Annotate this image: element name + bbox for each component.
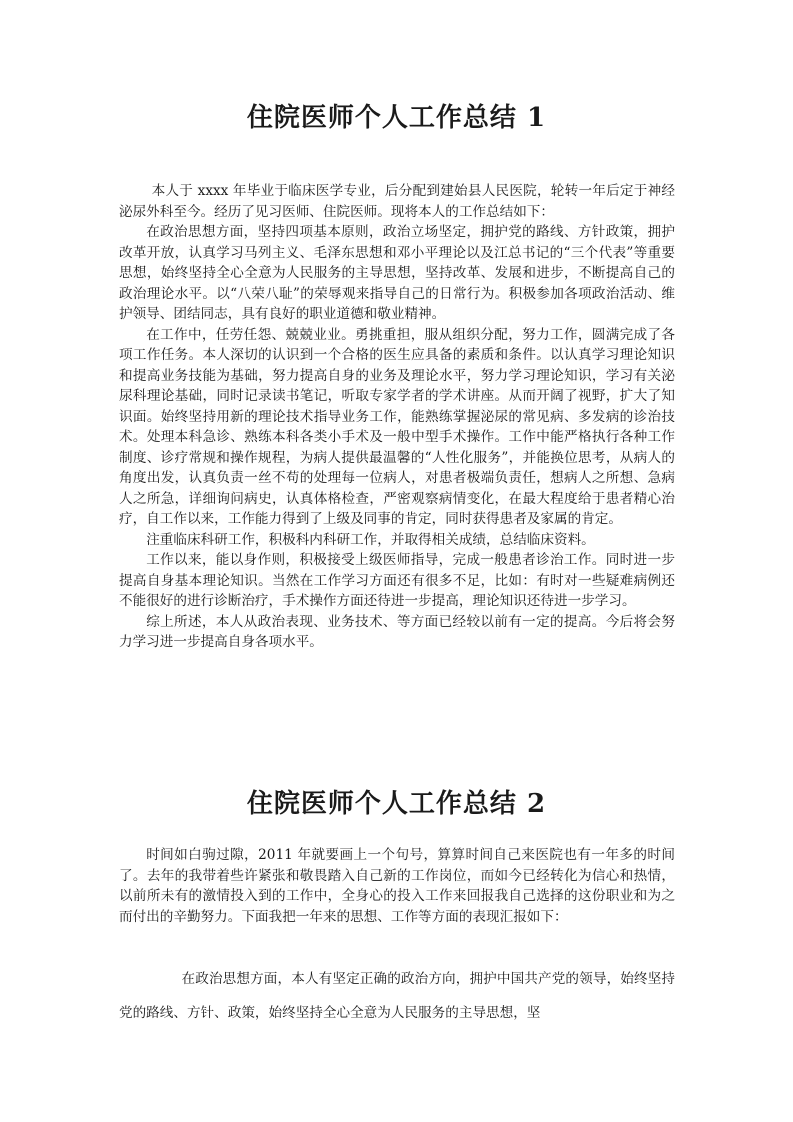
paragraph: 在政治思想方面，坚持四项基本原则，政治立场坚定，拥护党的路线、方针政策，拥护改革开放，认真学习马列主义、毛泽东思想和邓小平理论以及江总书记的“三个代表”等重要思想，始终坚持全心全意为人民服务的主导思想，坚持改革、发展和进步，不断提高自己的政治理论水平。以“八荣八耻”的荣辱观来指导自己的日常行为。积极参加各项政治活动、维护领导、团结同志，具有良好的职业道德和敬业精神。 xyxy=(119,224,675,322)
section-1-body xyxy=(119,181,675,653)
paragraph: 时间如白驹过隙，2011 年就要画上一个句号，算算时间自己来医院也有一年多的时间了。去年的我带着些许紧张和敬畏踏入自己新的工作岗位，而如今已经转化为信心和热情，以前所未有的激情投入到的工作中，全身心的投入工作来回报我自己选择的这份职业和为之而付出的辛勤努力。下面我把一年来的思想、工作等方面的表现汇报如下： xyxy=(119,847,675,925)
document-title-2: 住院医师个人工作总结 2 xyxy=(246,789,547,819)
paragraph: 在政治思想方面，本人有坚定正确的政治方向，拥护中国共产党的领导，始终坚持党的路线、方针、政策，始终坚持全心全意为人民服务的主导思想，坚 xyxy=(119,971,675,1021)
paragraph: 工作以来，能以身作则，积极接受上级医师指导，完成一般患者诊治工作。同时进一步提高自身基本理论知识。当然在工作学习方面还有很多不足，比如：有时对一些疑难病例还不能很好的进行诊断治疗，手术操作方面还待进一步提高，理论知识还待进一步学习。 xyxy=(119,552,675,609)
paragraph: 在工作中，任劳任怨、兢兢业业。勇挑重担，服从组织分配，努力工作，圆满完成了各项工作任务。本人深切的认识到一个合格的医生应具备的素质和条件。以认真学习理论知识和提高业务技能为基础，努力提高自身的业务及理论水平，努力学习理论知识，学习有关泌尿科理论基础，同时记录读书笔记，听取专家学者的学术讲座。从而开阔了视野，扩大了知识面。始终坚持用新的理论技术指导业务工作，能熟练掌握泌尿的常见病、多发病的诊治技术。处理本科急诊、熟练本科各类小手术及一般中型手术操作。工作中能严格执行各种工作制度、诊疗常规和操作规程，为病人提供最温馨的“人性化服务”，并能换位思考，从病人的角度出发，认真负责一丝不苟的处理每一位病人，对患者极端负责任，想病人之所想、急病人之所急，详细询问病史，认真体格检查，严密观察病情变化，在最大程度给于患者精心治疗，自工作以来，工作能力得到了上级及同事的肯定，同时获得患者及家属的肯定。 xyxy=(119,326,675,527)
section-2-body xyxy=(119,845,675,927)
paragraph: 注重临床科研工作，积极科内科研工作，并取得相关成绩，总结临床资料。 xyxy=(146,531,595,548)
paragraph: 综上所述，本人从政治表现、业务技术、等方面已经较以前有一定的提高。今后将会努力学习进一步提高自身各项水平。 xyxy=(119,613,675,650)
paragraph: 本人于 xxxx 年毕业于临床医学专业，后分配到建始县人民医院，轮转一年后定于神经泌尿外科至今。经历了见习医师、住院医师。现将本人的工作总结如下： xyxy=(119,183,675,220)
document-title-1: 住院医师个人工作总结 1 xyxy=(246,103,547,133)
